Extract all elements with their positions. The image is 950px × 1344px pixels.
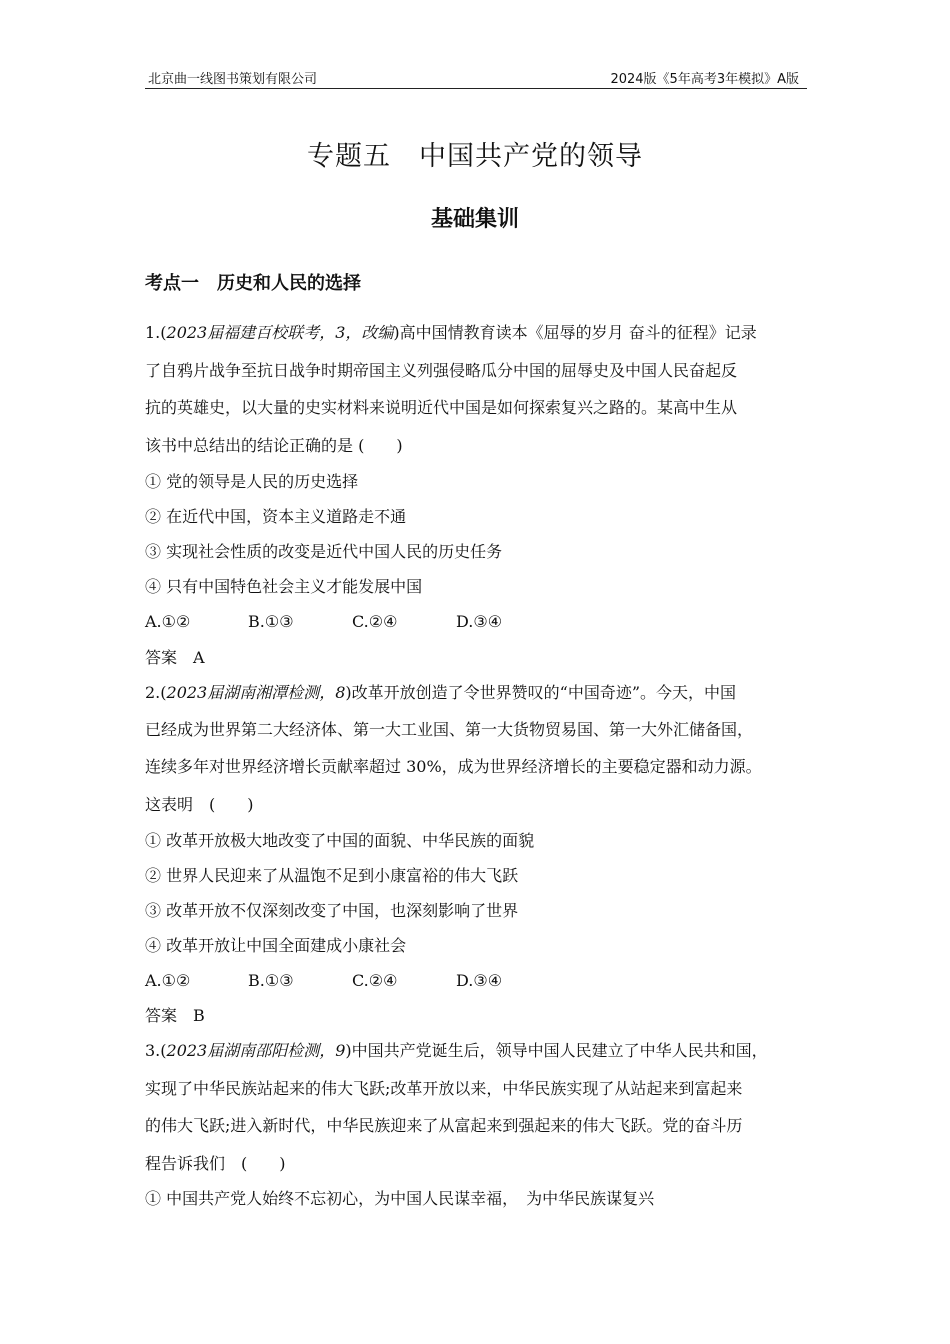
page-subtitle: 基础集训	[430, 207, 519, 232]
q2-statement-2: ② 世界人民迎来了从温饱不足到小康富裕的伟大飞跃	[145, 866, 519, 885]
q2-statement-3: ③ 改革开放不仅深刻改变了中国，也深刻影响了世界	[145, 901, 519, 920]
q3-line-2: 实现了中华民族站起来的伟大飞跃;改革开放以来，中华民族实现了从站起来到富起来	[145, 1079, 743, 1098]
page-header	[145, 66, 807, 89]
q1-statement-2: ② 在近代中国，资本主义道路走不通	[145, 507, 407, 526]
q1-line-4: 该书中总结出的结论正确的是 ( )	[145, 436, 403, 455]
q1-choice-b: B.①③	[248, 612, 294, 631]
q2-answer: 答案 B	[145, 1006, 205, 1025]
q2-line-2: 已经成为世界第二大经济体、第一大工业国、第一大货物贸易国、第一大外汇储备国，	[145, 720, 754, 739]
q1-statement-1: ① 党的领导是人民的历史选择	[145, 472, 359, 491]
section-heading: 考点一 历史和人民的选择	[145, 273, 361, 294]
page-title: 专题五 中国共产党的领导	[307, 141, 643, 172]
q3-line-4: 程告诉我们 ( )	[145, 1154, 286, 1173]
q2-choice-b: B.①③	[248, 971, 294, 990]
q2-line-1: 2.(2023届湖南湘潭检测，8)改革开放创造了令世界赞叹的“中国奇迹”。今天，中国	[145, 683, 737, 702]
q2-choice-a: A.①②	[145, 971, 191, 990]
q2-statement-1: ① 改革开放极大地改变了中国的面貌、中华民族的面貌	[145, 831, 535, 850]
q1-line-1: 1.(2023届福建百校联考，3，改编)高中国情教育读本《屈辱的岁月 奋斗的征程》记录	[145, 323, 757, 342]
q1-statement-4: ④ 只有中国特色社会主义才能发展中国	[145, 577, 423, 596]
q2-statement-4: ④ 改革开放让中国全面建成小康社会	[145, 936, 407, 955]
q3-source: 2023届湖南邵阳检测，9	[166, 1041, 346, 1060]
q3-line-1: 3.(2023届湖南邵阳检测，9)中国共产党诞生后，领导中国人民建立了中华人民共和国，	[145, 1041, 768, 1060]
q2-source: 2023届湖南湘潭检测，8	[166, 683, 346, 702]
q2-choice-d: D.③④	[456, 971, 503, 990]
q2-line-4: 这表明 ( )	[145, 795, 254, 814]
q1-source: 2023届福建百校联考，3，改编	[166, 323, 394, 342]
book-edition: 2024版《5年高考3年模拟》A版	[610, 72, 799, 87]
q1-answer: 答案 A	[145, 648, 205, 667]
q1-statement-3: ③ 实现社会性质的改变是近代中国人民的历史任务	[145, 542, 503, 561]
q3-statement-1: ① 中国共产党人始终不忘初心，为中国人民谋幸福， 为中华民族谋复兴	[145, 1189, 655, 1208]
q2-line-3: 连续多年对世界经济增长贡献率超过 30%，成为世界经济增长的主要稳定器和动力源。	[145, 757, 762, 776]
q1-line-2: 了自鸦片战争至抗日战争时期帝国主义列强侵略瓜分中国的屈辱史及中国人民奋起反	[145, 361, 738, 380]
q1-choice-a: A.①②	[145, 612, 191, 631]
q3-line-3: 的伟大飞跃;进入新时代，中华民族迎来了从富起来到强起来的伟大飞跃。党的奋斗历	[145, 1116, 743, 1135]
q1-choice-c: C.②④	[352, 612, 398, 631]
q1-line-3: 抗的英雄史，以大量的史实材料来说明近代中国是如何探索复兴之路的。某高中生从	[145, 398, 738, 417]
q1-choice-d: D.③④	[456, 612, 503, 631]
publisher-name: 北京曲一线图书策划有限公司	[148, 72, 318, 87]
q2-choice-c: C.②④	[352, 971, 398, 990]
